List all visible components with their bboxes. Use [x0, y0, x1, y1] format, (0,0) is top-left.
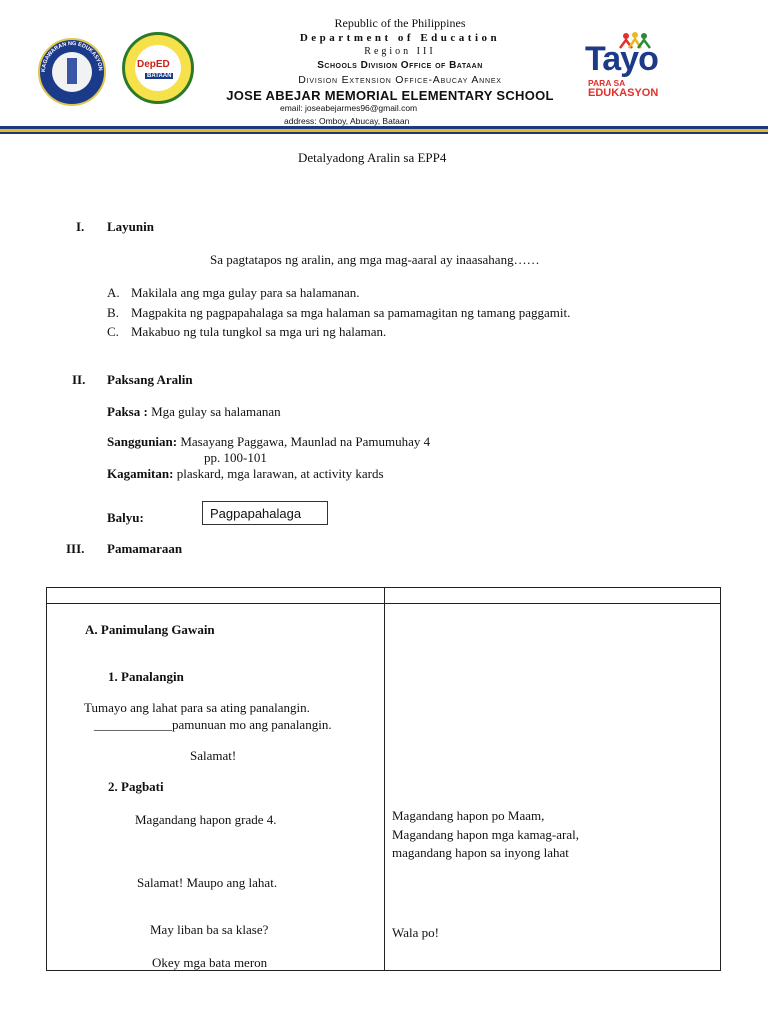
objective-a-text: Makilala ang mga gulay para sa halamanan. [131, 285, 360, 300]
kagamitan-line [107, 466, 384, 482]
tayo-logo-text: Tayo [585, 40, 658, 78]
objectives-intro: Sa pagtatapos ng aralin, ang mga mag-aaral ay inaasahang…… [210, 252, 540, 267]
paksa-label: Paksa : [107, 404, 148, 419]
objective-c-text: Makabuo ng tula tungkol sa mga uri ng halaman. [131, 324, 387, 339]
kagamitan-label: Kagamitan: [107, 466, 174, 481]
header-region: Region III [364, 46, 436, 57]
section-1-number: I. [76, 219, 85, 234]
header-email: email: joseabejarmes96@gmail.com [280, 103, 418, 113]
section-2-number: II. [72, 372, 86, 387]
balyu-label: Balyu: [107, 510, 144, 525]
deped-seal-logo [38, 38, 106, 106]
table-maupo: Salamat! Maupo ang lahat. [137, 875, 278, 890]
section-3-number: III. [66, 541, 85, 556]
header-division: Schools Division Office of Bataan [317, 60, 483, 71]
table-sub-a: A. Panimulang Gawain [85, 622, 215, 637]
seal-sub-text: BATAAN [147, 73, 172, 79]
seal-text-ring [38, 38, 106, 106]
sanggunian-line [107, 434, 430, 450]
table-greet: Magandang hapon grade 4. [135, 812, 277, 827]
table-prayer-line1: Tumayo ang lahat para sa ating panalangin. [84, 700, 310, 715]
table-salamat: Salamat! [190, 748, 237, 763]
header-school-name: JOSE ABEJAR MEMORIAL ELEMENTARY SCHOOL [226, 88, 554, 103]
table-prayer-line2 [94, 717, 332, 733]
header-address: address: Omboy, Abucay, Bataan [284, 116, 410, 126]
kagamitan-value: plaskard, mga larawan, at activity kards [173, 466, 384, 481]
table-item-2: 2. Pagbati [108, 779, 164, 794]
header-republic: Republic of the Philippines [334, 16, 466, 30]
svg-text:KAGAWARAN NG EDUKASYON: KAGAWARAN NG EDUKASYON [40, 40, 104, 73]
seal-brand-text: DepED [137, 59, 170, 70]
table-prayer-blank: ____________ [94, 717, 172, 732]
sanggunian-label: Sanggunian: [107, 434, 178, 449]
objective-b-letter: B. [107, 305, 119, 320]
table-response-wala: Wala po! [392, 925, 439, 940]
header-extension: Division Extension Office-Abucay Annex [298, 74, 502, 86]
objective-c-letter: C. [107, 324, 119, 339]
header-band-navy-2 [0, 132, 768, 134]
page-title: Detalyadong Aralin sa EPP4 [298, 150, 447, 165]
sanggunian-value: Masayang Paggawa, Maunlad na Pamumuhay 4 [177, 434, 431, 449]
section-3-heading: Pamamaraan [107, 541, 183, 556]
section-1-heading: Layunin [107, 219, 154, 234]
paksa-line [107, 404, 281, 420]
sanggunian-pages: pp. 100-101 [204, 450, 267, 465]
tayo-edukasyon: EDUKASYON [588, 87, 659, 99]
table-item-1: 1. Panalangin [108, 669, 184, 684]
table-okey: Okey mga bata meron [152, 955, 268, 970]
table-liban: May liban ba sa klase? [150, 922, 269, 937]
paksa-value: Mga gulay sa halamanan [147, 404, 281, 419]
tayo-para-sa: PARA SA [588, 78, 626, 88]
table-response-3: magandang hapon sa inyong lahat [392, 845, 569, 860]
balyu-value: Pagpapahalaga [210, 506, 302, 521]
table-prayer-text: pamunuan mo ang panalangin. [172, 717, 332, 732]
table-response-1: Magandang hapon po Maam, [392, 808, 545, 823]
objective-b-text: Magpakita ng pagpapahalaga sa mga halaman sa pamamagitan ng tamang paggamit. [131, 305, 571, 320]
section-2-heading: Paksang Aralin [107, 372, 193, 387]
objective-a-letter: A. [107, 285, 120, 300]
header-department: Department of Education [299, 32, 501, 44]
table-column-divider [384, 587, 385, 971]
table-response-2: Magandang hapon mga kamag-aral, [392, 827, 579, 842]
